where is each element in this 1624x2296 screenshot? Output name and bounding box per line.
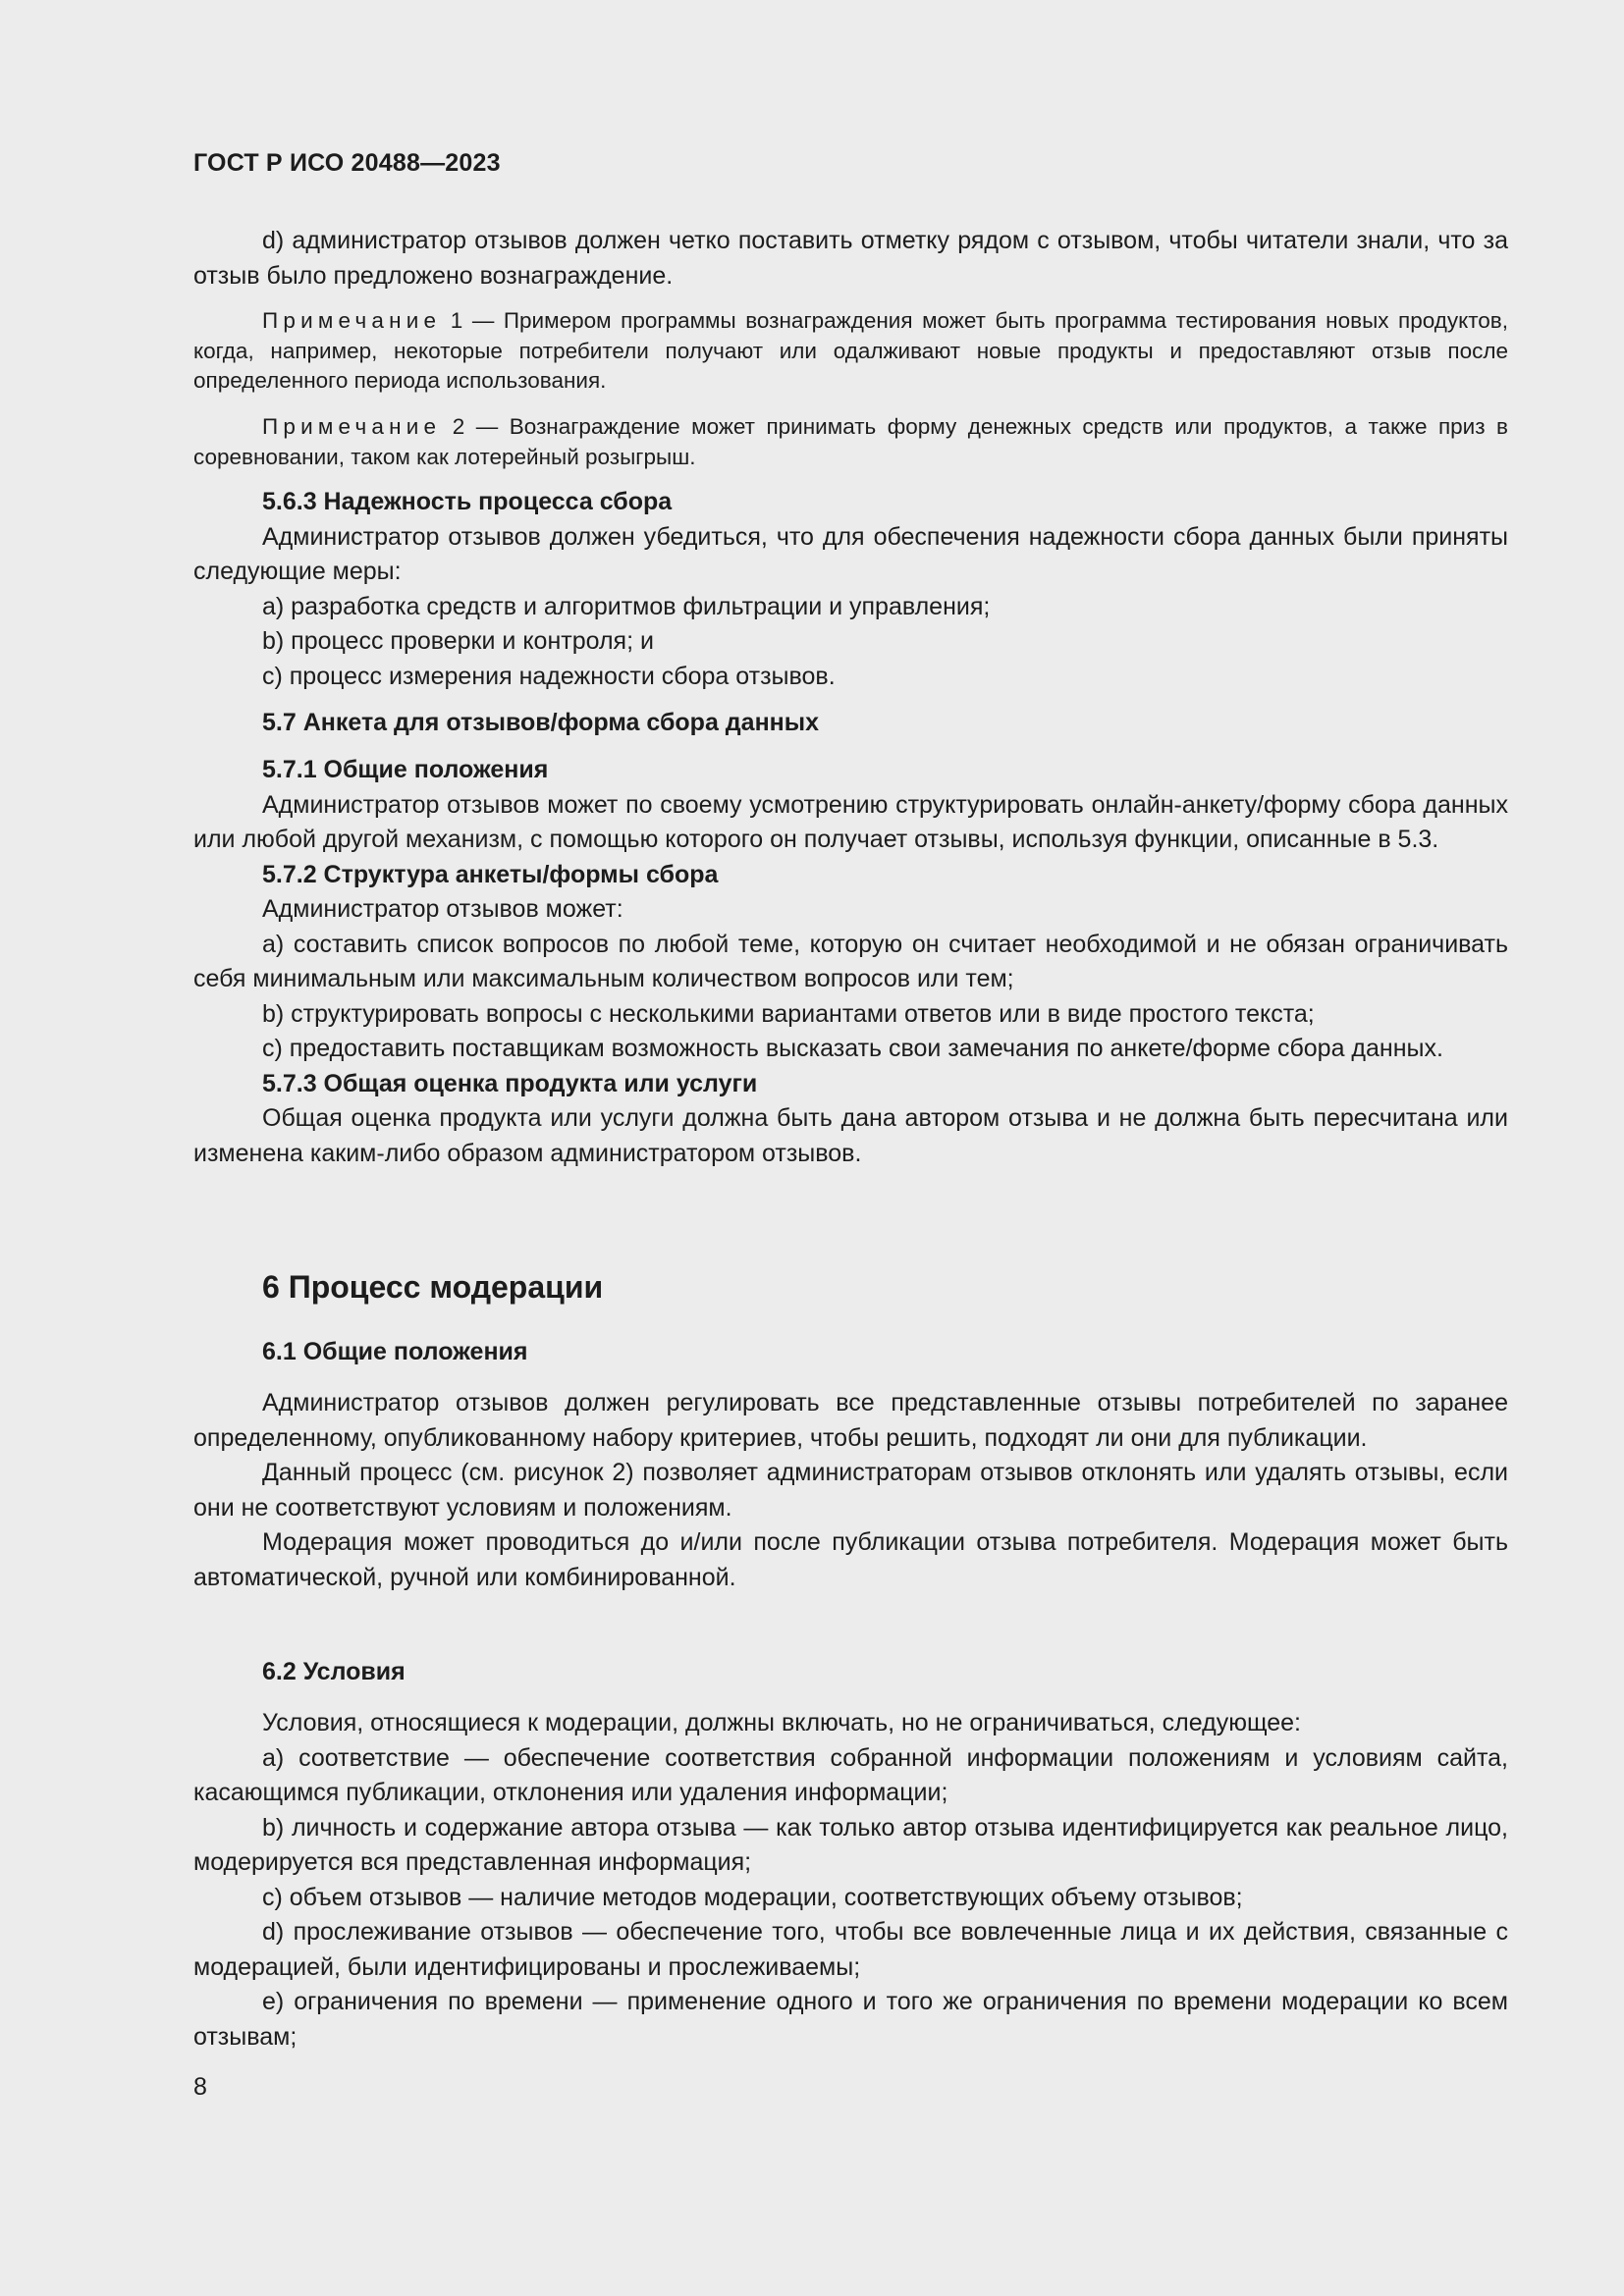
paragraph: Администратор отзывов должен регулировать все представленные отзывы потребителей по заранее определенному, опубликованному набору критериев, чтобы решить, подходят ли они для публикации. xyxy=(193,1389,1508,1452)
section-6-1-body xyxy=(193,1386,1508,1595)
list-item: a) разработка средств и алгоритмов фильтрации и управления; xyxy=(262,592,991,620)
page-number: 8 xyxy=(193,2073,207,2101)
note-2 xyxy=(193,412,1508,472)
document-code-header: ГОСТ Р ИСО 20488—2023 xyxy=(193,149,501,177)
paragraph: Условия, относящиеся к модерации, должны включать, но не ограничиваться, следующее: xyxy=(262,1709,1301,1736)
section-heading: 5.6.3 Надежность процесса сбора xyxy=(262,488,673,515)
list-item: a) соответствие — обеспечение соответствия собранной информации положениям и условиям сайта, касающимся публикации, отклонения или удаления информации; xyxy=(193,1743,1508,1806)
section-5-7 xyxy=(193,706,1508,741)
paragraph: Администратор отзывов должен убедиться, что для обеспечения надежности сбора данных были приняты следующие меры: xyxy=(193,522,1508,585)
section-heading: 6.2 Условия xyxy=(262,1658,406,1685)
section-heading: 5.7.2 Структура анкеты/формы сбора xyxy=(262,860,719,888)
list-item: c) предоставить поставщикам возможность высказать свои замечания по анкете/форме сбора данных. xyxy=(262,1035,1443,1062)
section-6-2-heading-block xyxy=(193,1655,1508,1690)
paragraph: Данный процесс (см. рисунок 2) позволяет администраторам отзывов отклонять или удалять отзывы, если они не соответствуют условиям и положениям. xyxy=(193,1459,1508,1522)
list-item: a) составить список вопросов по любой теме, которую он считает необходимой и не обязан ограничивать себя минимальным или максимальным количеством вопросов или тем; xyxy=(193,930,1508,992)
chapter-6 xyxy=(193,1267,1508,1307)
paragraph: Общая оценка продукта или услуги должна быть дана автором отзыва и не должна быть пересчитана или изменена каким-либо образом администратором отзывов. xyxy=(193,1104,1508,1167)
note-1 xyxy=(193,306,1508,397)
list-item: d) прослеживание отзывов — обеспечение того, чтобы все вовлеченные лица и их действия, связанные с модерацией, были идентифицированы и прослеживаемы; xyxy=(193,1918,1508,1981)
paragraph: Администратор отзывов может: xyxy=(262,895,623,923)
list-item: b) структурировать вопросы с несколькими вариантами ответов или в виде простого текста; xyxy=(262,999,1315,1028)
chapter-heading: 6 Процесс модерации xyxy=(262,1269,604,1305)
section-heading: 5.7.3 Общая оценка продукта или услуги xyxy=(262,1069,758,1097)
paragraph: Администратор отзывов может по своему усмотрению структурировать онлайн-анкету/форму сбора данных или любой другой механизм, с помощью которого он получает отзывы, используя функции, описанные в 5.3. xyxy=(193,790,1508,853)
note-text: 1 — Примером программы вознаграждения может быть программа тестирования новых продуктов, когда, например, некоторые потребители получают или одалживают новые продукты и предоставляют отзыв после определенного периода использования. xyxy=(193,308,1508,393)
section-6-2-body xyxy=(193,1706,1508,2055)
section-heading: 5.7 Анкета для отзывов/форма сбора данных xyxy=(262,709,820,736)
section-heading: 5.7.1 Общие положения xyxy=(262,756,549,783)
note-label: Примечание xyxy=(262,414,442,439)
list-item: d) администратор отзывов должен четко поставить отметку рядом с отзывом, чтобы читатели знали, что за отзыв было предложено вознаграждение. xyxy=(193,227,1508,290)
list-item: b) процесс проверки и контроля; и xyxy=(262,627,654,655)
list-item: c) процесс измерения надежности сбора отзывов. xyxy=(262,662,836,690)
note-label: Примечание xyxy=(262,308,442,333)
section-heading: 6.1 Общие положения xyxy=(262,1338,528,1365)
section-5-7-1 xyxy=(193,753,1508,1171)
note-text: 2 — Вознаграждение может принимать форму денежных средств или продуктов, а также приз в соревновании, таком как лотерейный розыгрыш. xyxy=(193,414,1508,469)
paragraph: Модерация может проводиться до и/или после публикации отзыва потребителя. Модерация может быть автоматической, ручной или комбинированной. xyxy=(193,1528,1508,1591)
list-item: b) личность и содержание автора отзыва — как только автор отзыва идентифицируется как реальное лицо, модерируется вся представленная информация; xyxy=(193,1813,1508,1876)
section-6-1-heading-block xyxy=(193,1335,1508,1370)
list-item: e) ограничения по времени — применение одного и того же ограничения по времени модерации ко всем отзывам; xyxy=(193,1988,1508,2051)
list-item: c) объем отзывов — наличие методов модерации, соответствующих объему отзывов; xyxy=(262,1883,1243,1911)
intro-item-d-block xyxy=(193,224,1508,294)
section-5-6-3 xyxy=(193,485,1508,694)
